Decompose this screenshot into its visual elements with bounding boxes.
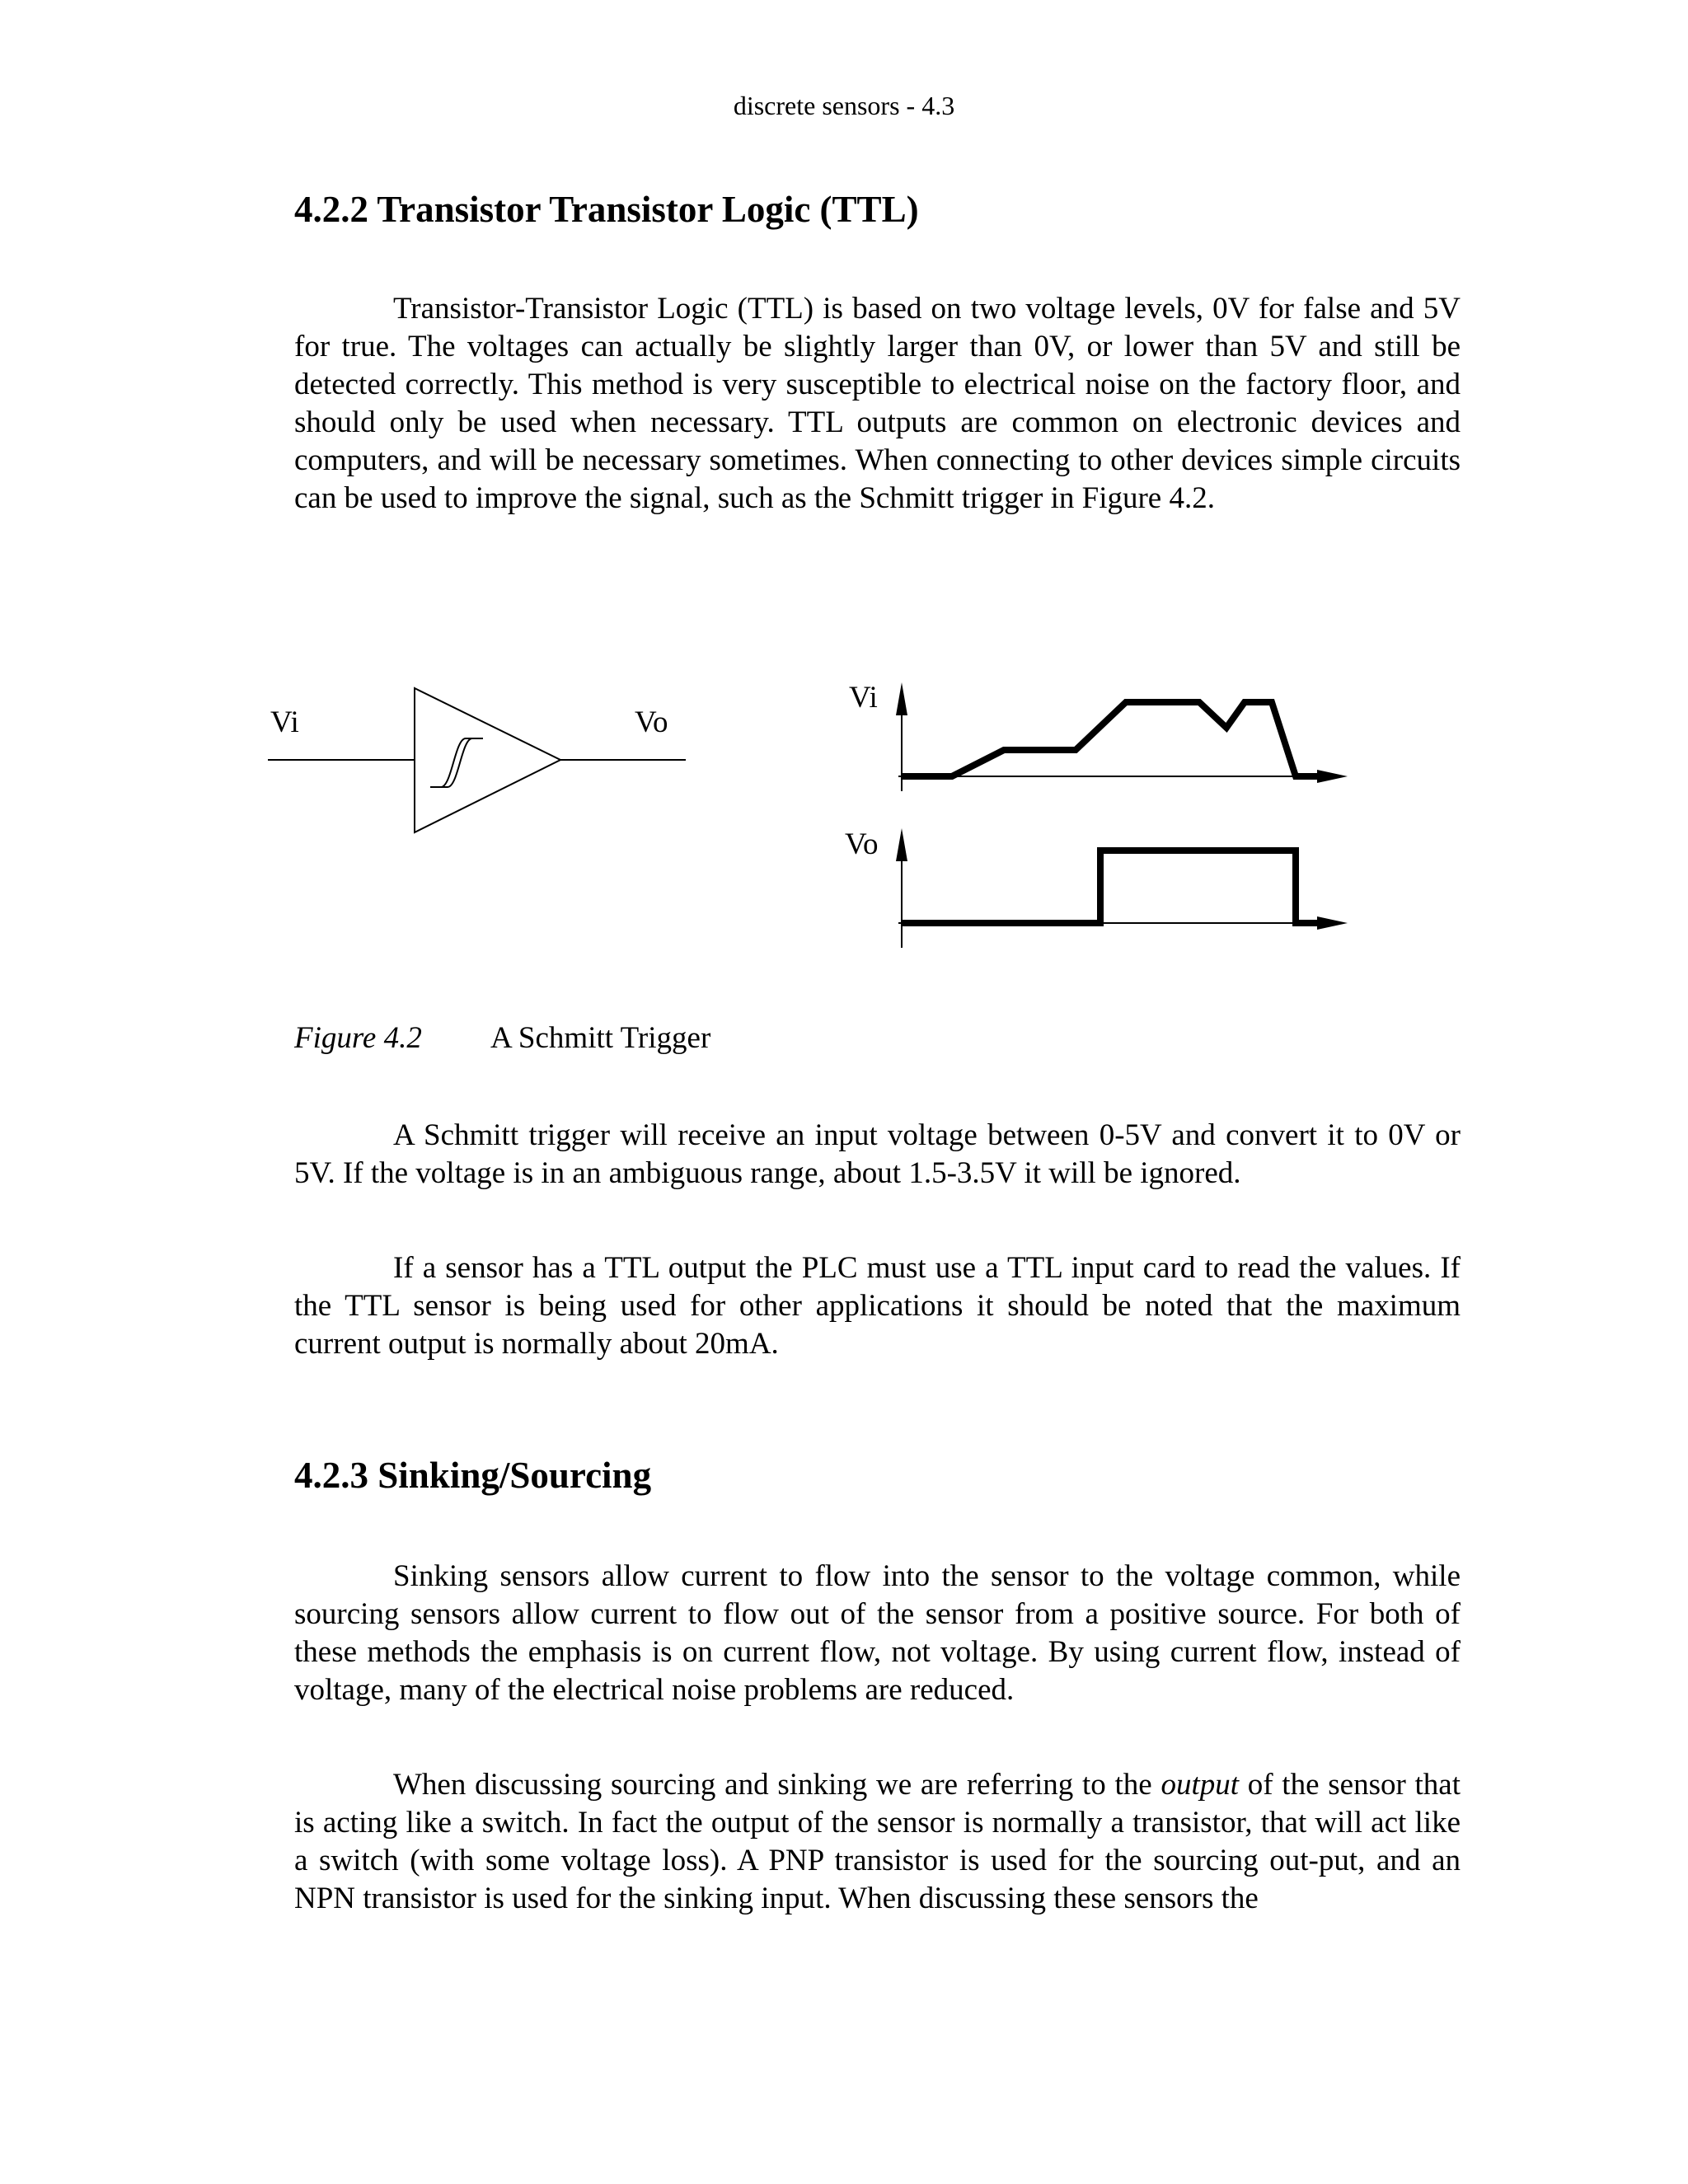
circuit-input-label: Vi [270, 705, 299, 739]
vo-waveform [902, 851, 1319, 923]
vo-axis-arrow-icon [896, 828, 907, 861]
vi-waveform [902, 702, 1319, 776]
schmitt-trigger-figure [256, 659, 1409, 972]
input-voltage-graph [849, 681, 1348, 791]
graph-output-label: Vo [845, 827, 879, 861]
buffer-triangle [415, 688, 560, 832]
paragraph-sinking-1-text: Sinking sensors allow current to flow into the sensor to the voltage common, while sourcing sensors allow current to flow out of the sensor from a positive source. For both of these methods the emphasis is on current flow, not voltage. By using current flow, instead of voltage, many of the electrical noise problems are reduced. [294, 1559, 1461, 1707]
paragraph-sinking-2-end: of the sensor that is acting like a switch. In fact the output of the sensor is normally a transistor, that will act like a switch (with some voltage loss). A PNP transistor is used for the sourcing out-put, and an NPN transistor is used for the sinking input. When discussing these sensors the [294, 1768, 1461, 1915]
figure-caption: A Schmitt Trigger [490, 1021, 711, 1055]
paragraph-schmitt [294, 1117, 1461, 1193]
graph-input-label: Vi [849, 681, 878, 715]
paragraph-ttl-text: Transistor-Transistor Logic (TTL) is based on two voltage levels, 0V for false and 5V for true. The voltages can actually be slightly larger than 0V, or lower than 5V and still be detected correctly. This method is very susceptible to electrical noise on the factory floor, and should only be used when necessary. TTL outputs are common on electronic devices and computers, and will be necessary sometimes. When connecting to other devices simple circuits can be used to improve the signal, such as the Schmitt trigger in Figure 4.2. [294, 292, 1461, 515]
paragraph-plc-text: If a sensor has a TTL output the PLC must use a TTL input card to read the values. If the TTL sensor is being used for other applications it should be noted that the maximum current output is normally about 20mA. [294, 1251, 1461, 1361]
hysteresis-icon [430, 738, 483, 787]
output-voltage-graph [845, 827, 1348, 948]
vi-axis-arrow-icon [896, 682, 907, 715]
emphasis-output: output [1160, 1768, 1239, 1802]
figure-number: Figure 4.2 [294, 1021, 422, 1055]
schmitt-trigger-circuit [268, 688, 686, 832]
paragraph-sinking-1 [294, 1558, 1461, 1709]
section-heading-sinking: 4.2.3 Sinking/Sourcing [294, 1455, 652, 1496]
running-header: discrete sensors - 4.3 [733, 91, 955, 120]
circuit-output-label: Vo [635, 705, 668, 739]
paragraph-schmitt-text: A Schmitt trigger will receive an input voltage between 0-5V and convert it to 0V or 5V. If the voltage is in an ambiguous range, about 1.5-3.5V it will be ignored. [294, 1118, 1461, 1190]
paragraph-ttl-intro [294, 290, 1461, 518]
vi-time-arrow-icon [1317, 770, 1348, 783]
paragraph-sinking-2 [294, 1766, 1461, 1918]
paragraph-plc [294, 1249, 1461, 1363]
paragraph-sinking-2-start: When discussing sourcing and sinking we are referring to the [393, 1768, 1161, 1802]
section-heading-ttl: 4.2.2 Transistor Transistor Logic (TTL) [294, 189, 919, 230]
vo-time-arrow-icon [1317, 916, 1348, 930]
